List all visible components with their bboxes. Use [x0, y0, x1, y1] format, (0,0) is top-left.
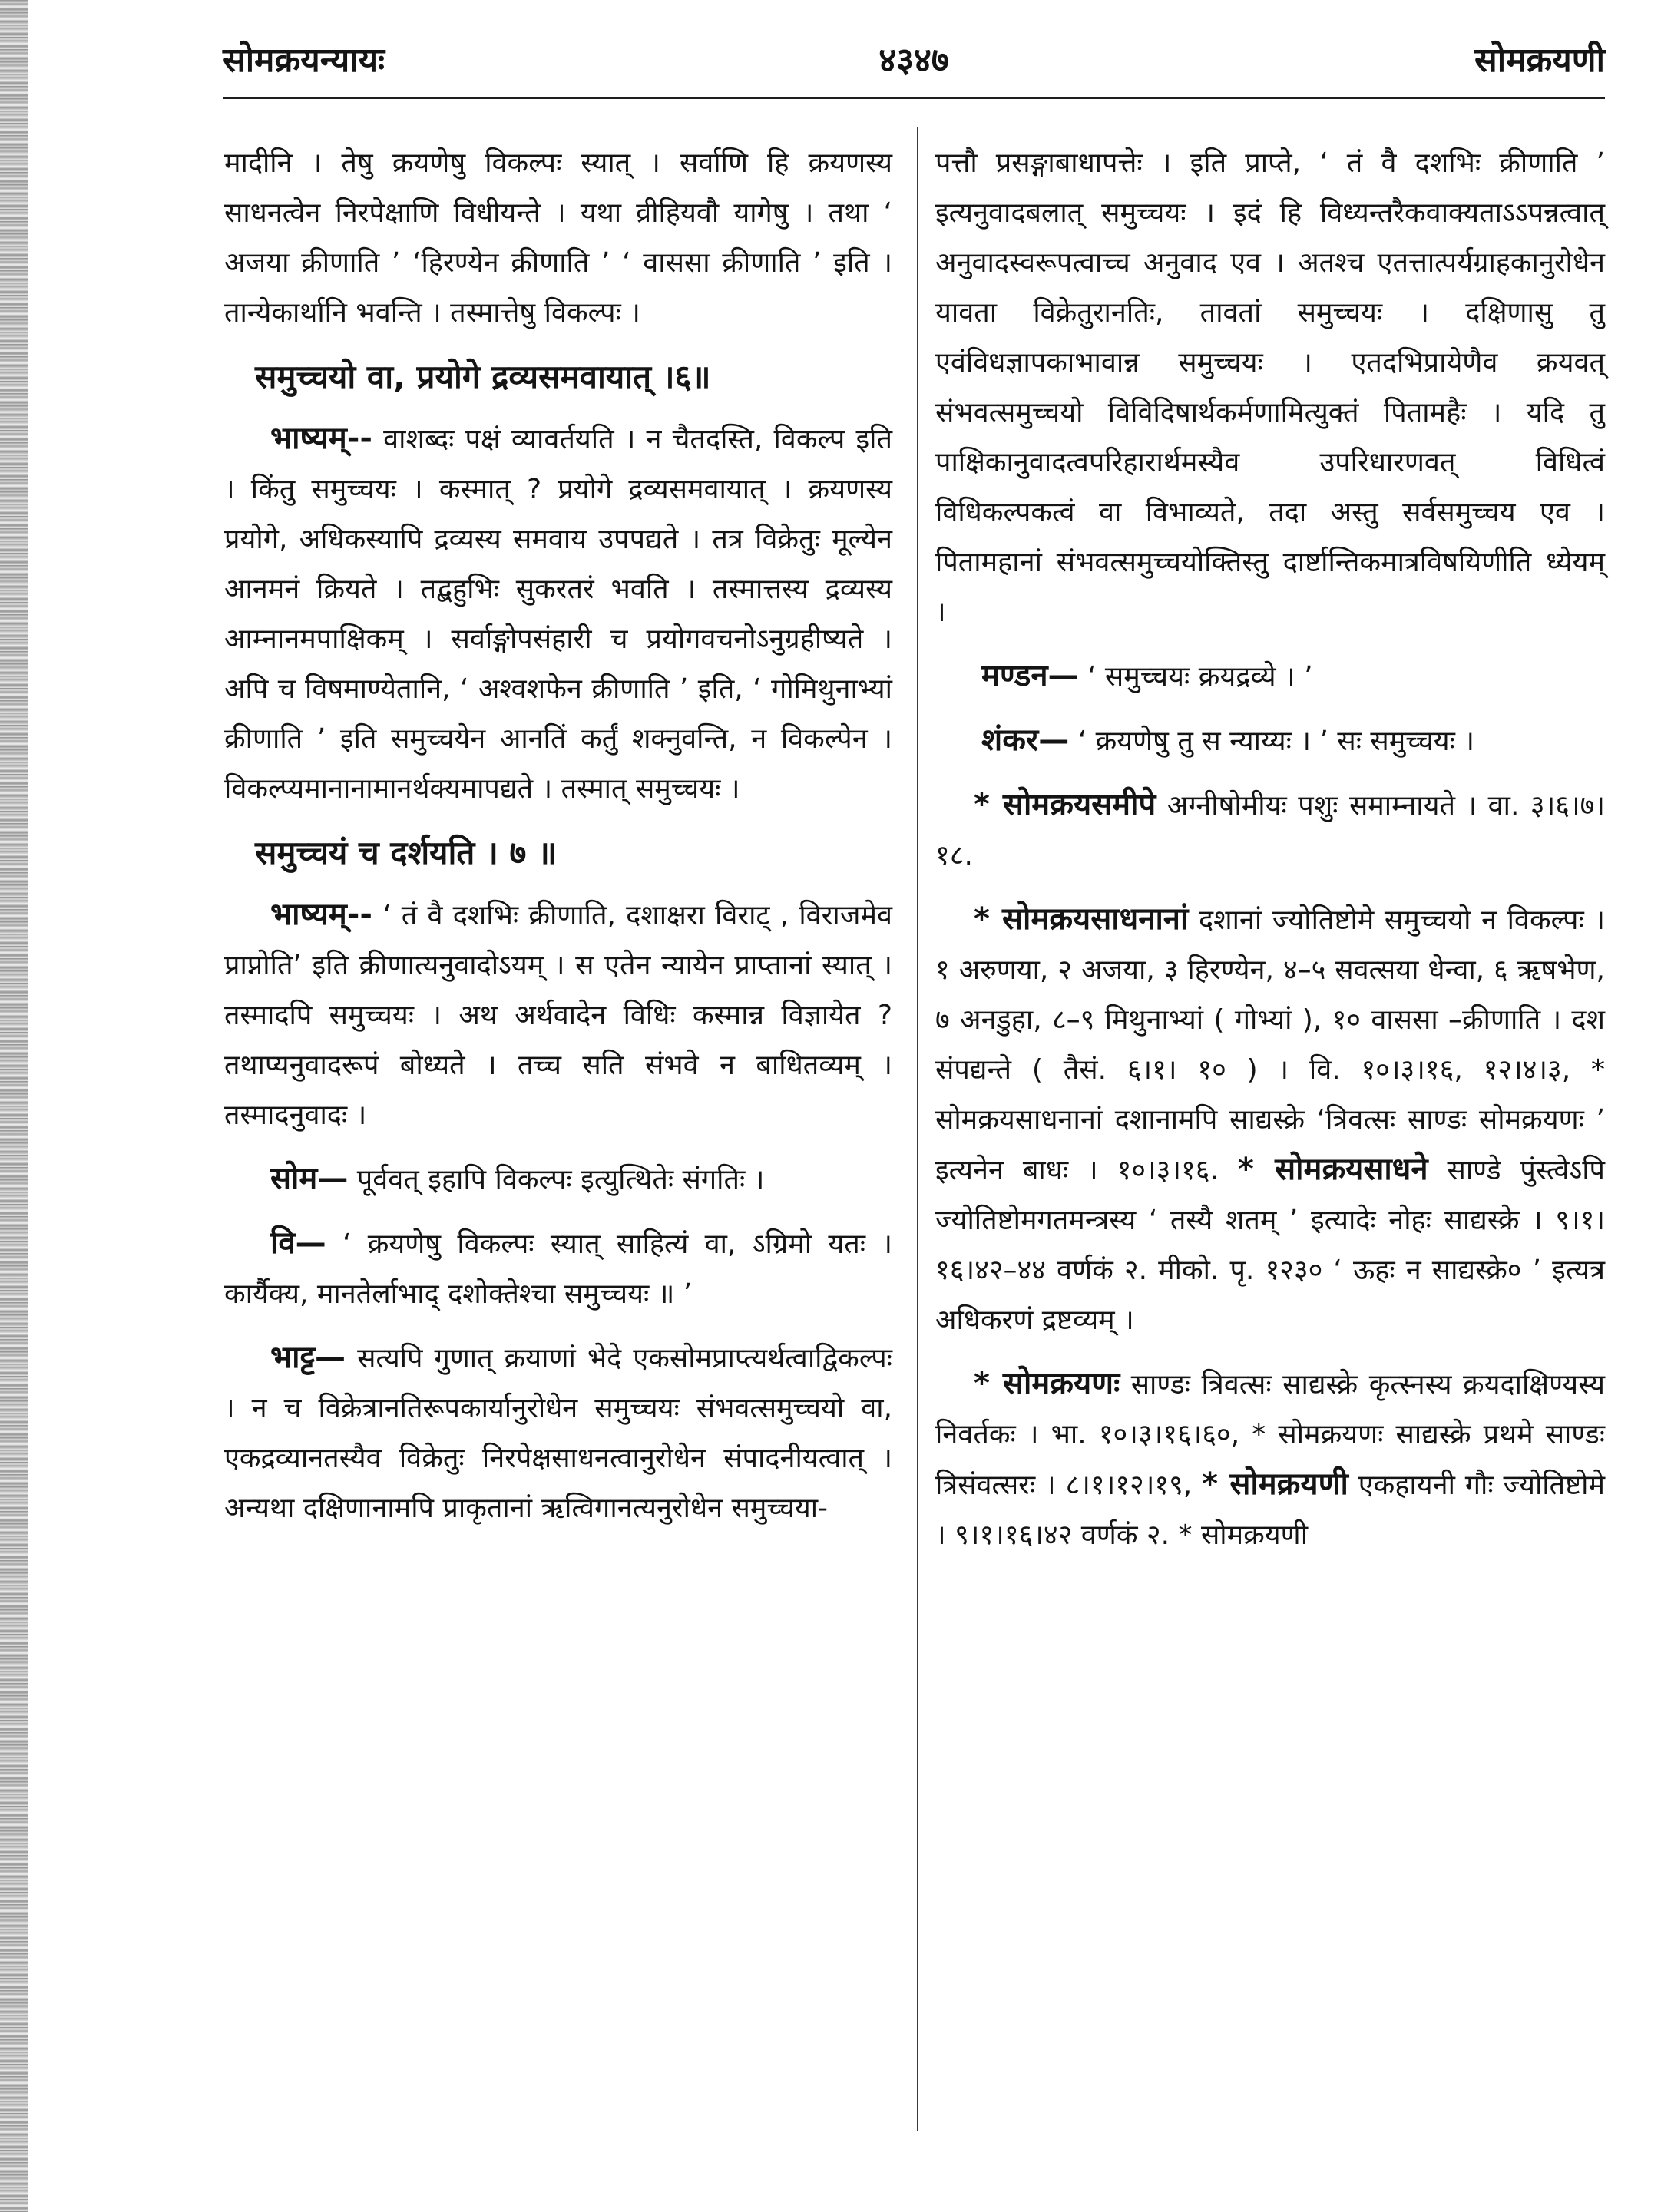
entry-1-head: * सोमक्रयसमीपे [974, 787, 1156, 822]
sutra-6: समुच्चयो वा, प्रयोगे द्रव्यसमवायात् ।६॥ [255, 358, 711, 395]
column-divider [917, 127, 918, 2131]
left-column [224, 138, 892, 1547]
entry-5-text: एकहायनी गौः ज्योतिष्टोमे । ९।१।१६।४२ वर्णकं २. * सोमक्रयणी [935, 1470, 1605, 1551]
shankara-commentary [935, 716, 1605, 766]
index-entry-somakrayana [935, 1359, 1605, 1560]
entry-2-head: * सोमक्रयसाधनानां [974, 901, 1189, 937]
mandana-head: मण्डन— [981, 658, 1079, 693]
bhatta-text: सत्यपि गुणात् क्रयाणां भेदे एकसोमप्राप्त्यर्थत्वाद्विकल्पः । न च विक्रेत्रानतिरूपकार्यानुरोधेन समुच्चयः संभवत्समुच्चयो वा, एकद्रव्यानतस्यैव विक्रेतुः निरपेक्षसाधनत्वानुरोधेन संपादनीयत्वात् । अन्यथा दक्षिणानामपि प्राकृतानां ऋत्विगानत्यनुरोधेन समुच्चया- [224, 1343, 892, 1524]
entry-4-head: * सोमक्रयणः [974, 1366, 1120, 1401]
page-number: ४३४७ [878, 41, 949, 80]
shankara-text: ‘ क्रयणेषु तु स न्याय्यः । ’ सः समुच्चयः । [1077, 726, 1474, 757]
sutra-7: समुच्चयं च दर्शयति । ७ ॥ [255, 834, 558, 871]
shankara-head: शंकर— [981, 722, 1070, 758]
bhatta-commentary [224, 1333, 892, 1533]
bhashya-6 [224, 414, 892, 814]
entry-3-text: साण्डे पुंस्त्वेऽपि ज्योतिष्टोमगतमन्त्रस्य ‘ तस्यै शतम् ’ इत्यादेः नोहः साद्यस्क्रे । ९।१।१६।४२–४४ वर्णकं २. मीको. पृ. १२३० ‘ ऊहः न साद्यस्क्रे० ’ इत्यत्र अधिकरणं द्रष्टव्यम् । [935, 1155, 1605, 1336]
header-right-title: सोमक्रयणी [1474, 41, 1605, 80]
scan-edge-shadow [0, 0, 28, 2212]
mandana-commentary [935, 651, 1605, 702]
entry-5-head: * सोमक्रयणी [1202, 1466, 1348, 1502]
mandana-text: ‘ समुच्चयः क्रयद्रव्ये । ’ [1087, 661, 1313, 693]
running-header [223, 29, 1605, 91]
header-rule [223, 97, 1605, 99]
bhashya-6-text: वाशब्दः पक्षं व्यावर्तयति । न चैतदस्ति, विकल्प इति । किंतु समुच्चयः । कस्मात् ? प्रयोगे द्रव्यसमवायात् । क्रयणस्य प्रयोगे, अधिकस्यापि द्रव्यस्य समवाय उपपद्यते । तत्र विक्रेतुः मूल्येन आनमनं क्रियते । तद्बहुभिः सुकरतरं भवति । तस्मात्तस्य द्रव्यस्य आम्नानमपाक्षिकम् । सर्वाङ्गोपसंहारी च प्रयोगवचनोऽनुग्रहीष्यते । अपि च विषमाण्येतानि, ‘ अश्वशफेन क्रीणाति ’ इति, ‘ गोमिथुनाभ्यां क्रीणाति ’ इति समुच्चयेन आनतिं कर्तुं शक्नुवन्ति, न विकल्पेन । विकल्प्यमानानामानर्थक्यमापद्यते । तस्मात् समुच्चयः । [224, 424, 892, 805]
soma-text: पूर्ववत् इहापि विकल्पः इत्युत्थितेः संगतिः । [356, 1164, 765, 1195]
bhashya-7-text: ‘ तं वै दशभिः क्रीणाति, दशाक्षरा विराट् , विराजमेव प्राप्नोति’ इति क्रीणात्यनुवादोऽयम् । स एतेन न्यायेन प्राप्तानां स्यात् । तस्मादपि समुच्चयः । अथ अर्थवादेन विधिः कस्मान्न विज्ञायेत ? तथाप्यनुवादरूपं बोध्यते । तच्च सति संभवे न बाधितव्यम् । तस्मादनुवादः । [224, 900, 892, 1131]
entry-1-text: अग्नीषोमीयः पशुः समाम्नायते । वा. ३।६।७।१८. [935, 790, 1605, 871]
right-paragraph-1: पत्तौ प्रसङ्गाबाधापत्तेः । इति प्राप्ते, ‘ तं वै दशभिः क्रीणाति ’ इत्यनुवादबलात् समुच्चयः । इदं हि विध्यन्तरैकवाक्यताऽऽपन्नत्वात् अनुवादस्वरूपत्वाच्च अनुवाद एव । अतश्च एतत्तात्पर्यग्राहकानुरोधेन यावता विक्रेतुरानतिः, तावतां समुच्चयः । दक्षिणासु तु एवंविधज्ञापकाभावान्न समुच्चयः । एतदभिप्रायेणैव क्रयवत् संभवत्समुच्चयो विविदिषार्थकर्मणामित्युक्तं पितामहैः । यदि तु पाक्षिकानुवादत्वपरिहारार्थमस्यैव उपरिधारणवत् विधित्वं विधिकल्पकत्वं वा विभाव्यते, तदा अस्तु सर्वसमुच्चय एव । पितामहानां संभवत्समुच्चयोक्तिस्तु दार्ष्टान्तिकमात्रविषयिणीति ध्येयम् । [935, 147, 1605, 628]
vi-head: वि— [270, 1225, 326, 1261]
bhashya-6-head: भाष्यम्-- [270, 421, 373, 456]
left-paragraph-1: मादीनि । तेषु क्रयणेषु विकल्पः स्यात् । सर्वाणि हि क्रयणस्य साधनत्वेन निरपेक्षाणि विधीयन्ते । यथा व्रीहियवौ यागेषु । तथा ‘ अजया क्रीणाति ’ ‘हिरण्येन क्रीणाति ’ ‘ वाससा क्रीणाति ’ इति । तान्येकार्थानि भवन्ति । तस्मात्तेषु विकल्पः । [224, 147, 892, 329]
bhashya-7 [224, 890, 892, 1140]
bhatta-head: भाट्ट— [270, 1340, 346, 1375]
entry-3-head: * सोमक्रयसाधने [1237, 1152, 1428, 1187]
vi-text: ‘ क्रयणेषु विकल्पः स्यात् साहित्यं वा, ऽग्रिमो यतः । कार्यैक्य, मानतेर्लाभाद् दशोक्तेश्चा समुच्चयः ॥ ’ [224, 1228, 892, 1310]
entry-2-text: दशानां ज्योतिष्टोमे समुच्चयो न विकल्पः । १ अरुणया, २ अजया, ३ हिरण्येन, ४–५ सवत्सया धेन्वा, ६ ऋषभेण, ७ अनडुहा, ८–९ मिथुनाभ्यां ( गोभ्यां ), १० वाससा –क्रीणाति । दश संपद्यन्ते ( तैसं. ६।१। १० ) । वि. १०।३।१६, १२।४।३, * सोमक्रयसाधनानां दशानामपि साद्यस्क्रे ‘त्रिवत्सः साण्डः सोमक्रयणः ’ इत्यनेन बाधः । १०।३।१६. [935, 904, 1605, 1186]
bhashya-7-head: भाष्यम्-- [270, 897, 373, 932]
soma-head: सोम— [270, 1161, 349, 1196]
index-entry-somakraya-samipe [935, 780, 1605, 881]
vi-commentary [224, 1218, 892, 1319]
index-entry-somakraya-sadhananam [935, 894, 1605, 1345]
entry-4-text: साण्डः त्रिवत्सः साद्यस्क्रे कृत्स्नस्य क्रयदाक्षिण्यस्य निवर्तकः । भा. १०।३।१६।६०, * सोमक्रयणः साद्यस्क्रे प्रथमे साण्डः त्रिसंवत्सरः । ८।१।१२।१९, [935, 1369, 1605, 1501]
soma-commentary [224, 1154, 892, 1205]
right-column [935, 138, 1605, 1574]
header-left-title: सोमक्रयन्यायः [223, 41, 385, 80]
